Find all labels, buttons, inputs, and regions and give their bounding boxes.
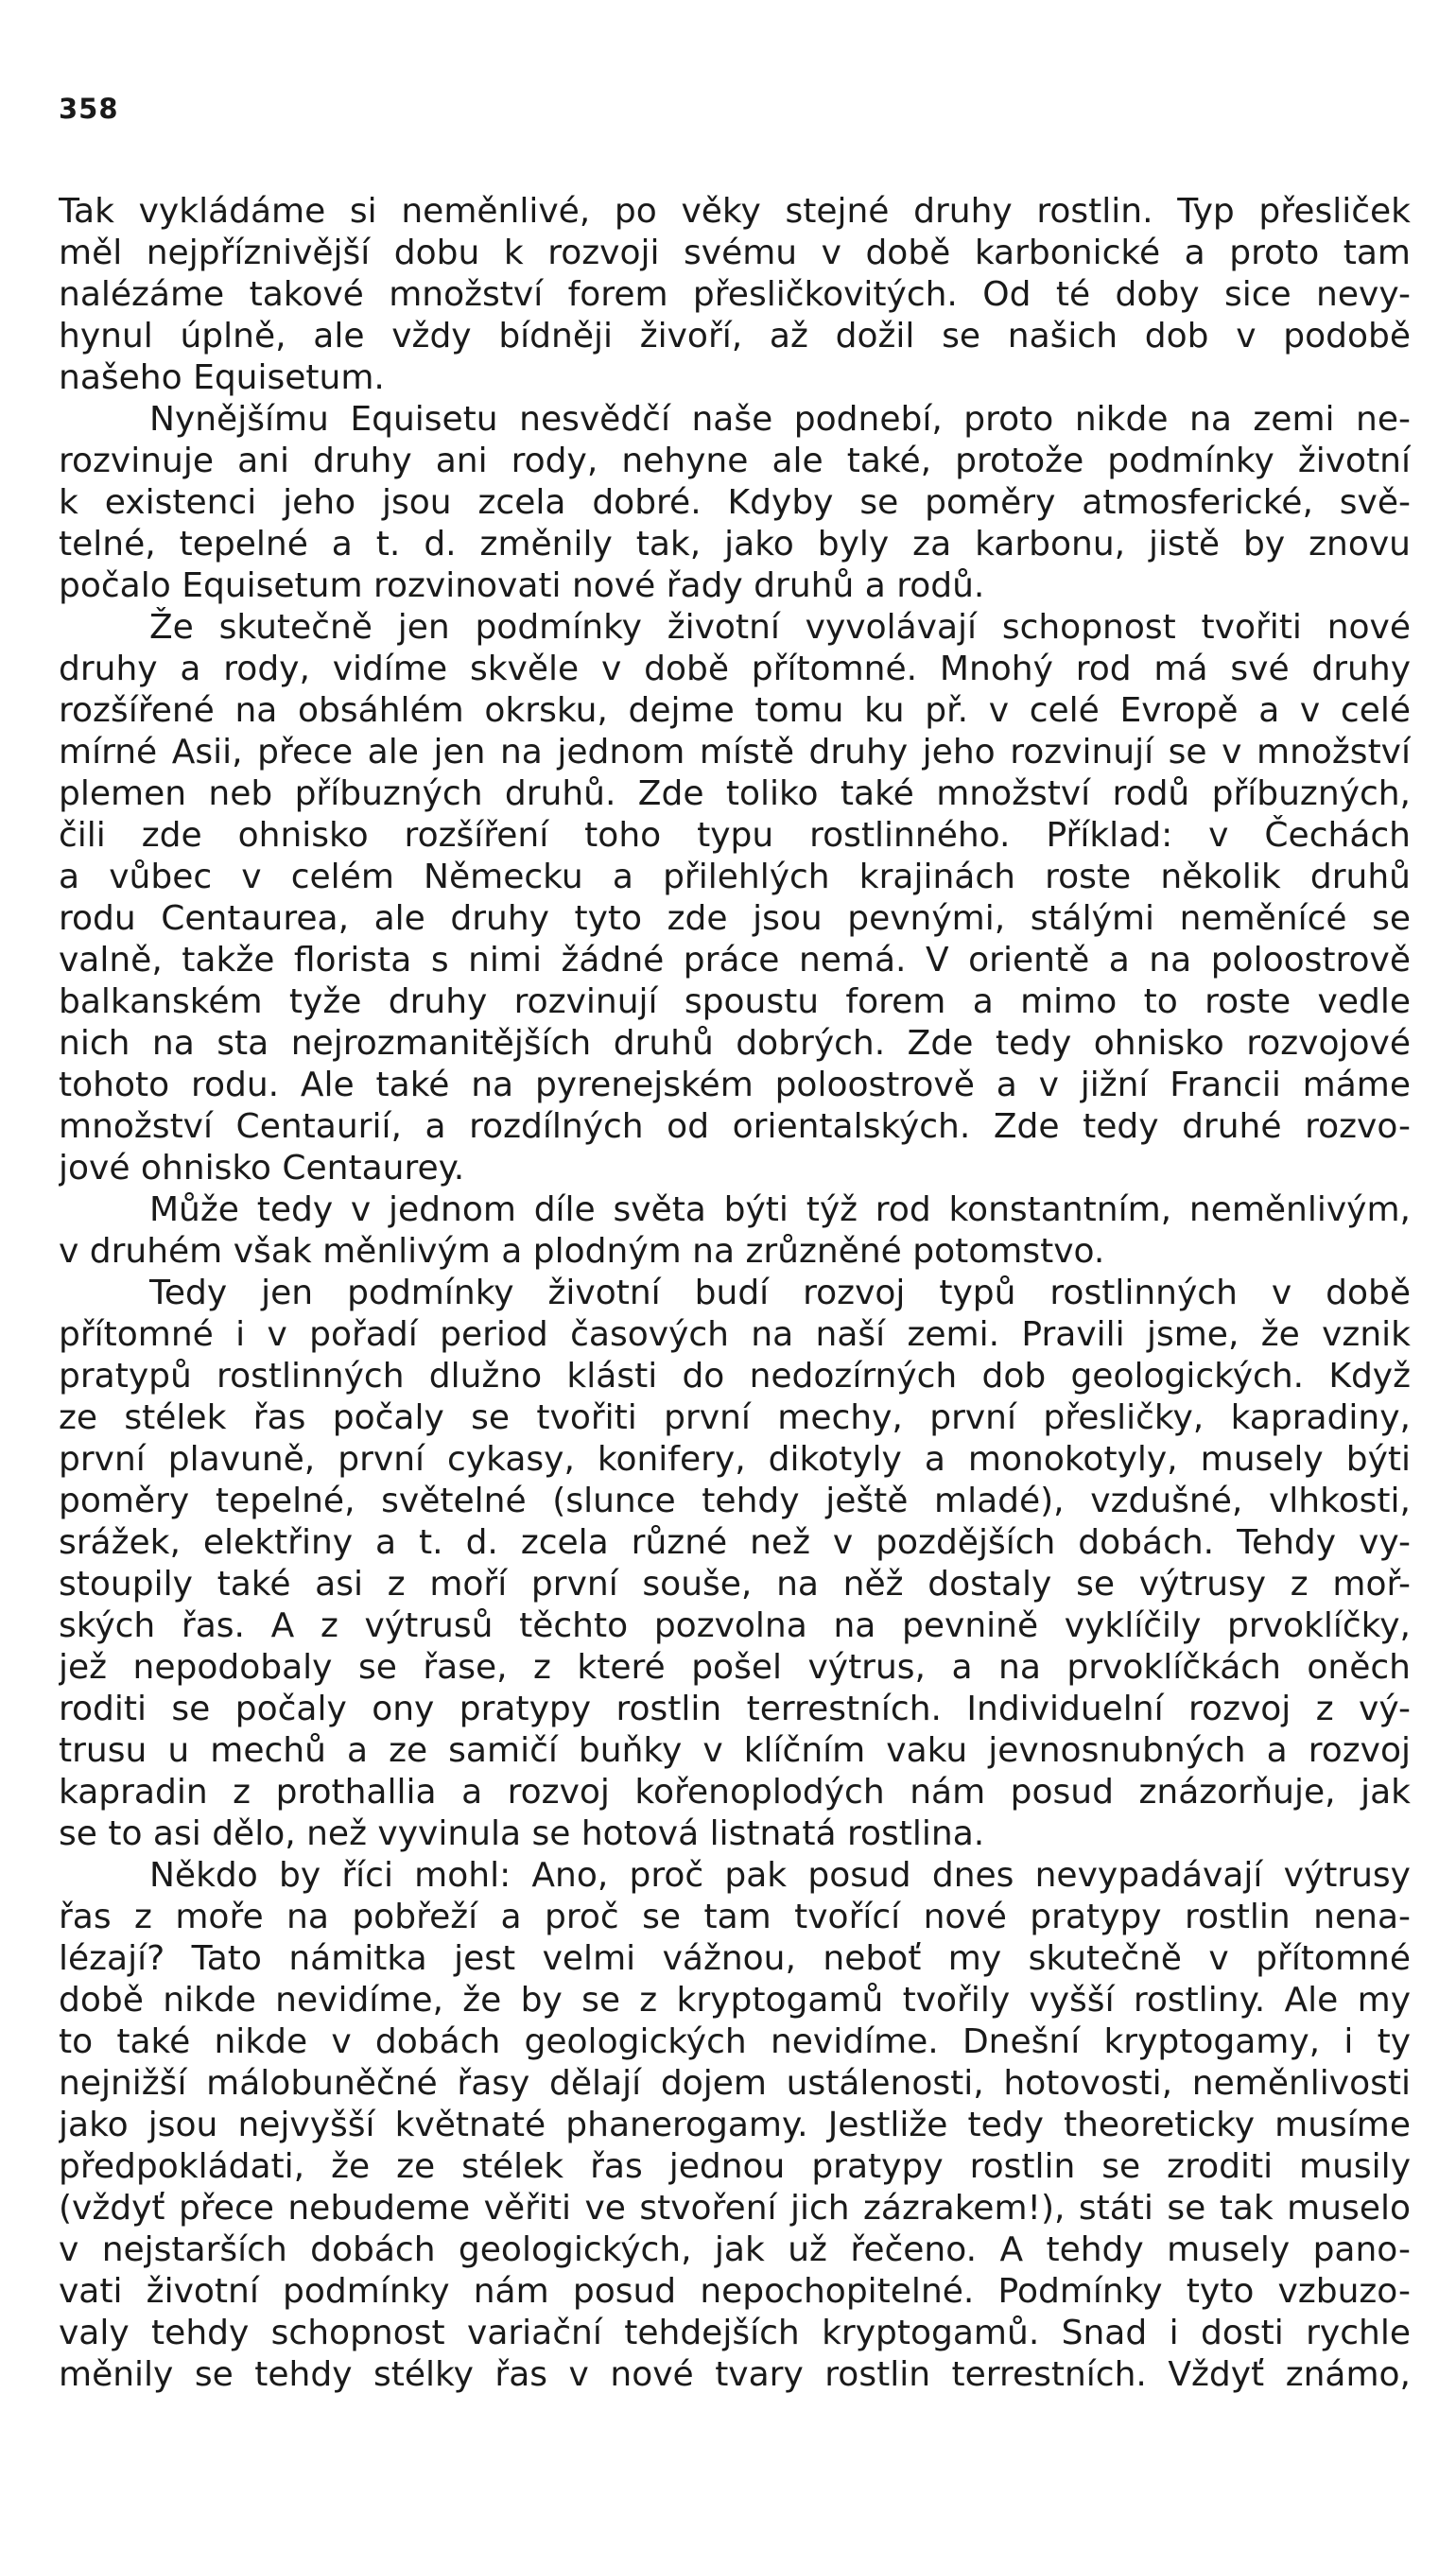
text-line: kapradin z prothallia a rozvoj kořenoplodých nám posud znázorňuje, jak (59, 1773, 1411, 1812)
text-line: rozšířené na obsáhlém okrsku, dejme tomu ku př. v celé Evropě a v celé (59, 691, 1411, 730)
text-line: se to asi dělo, než vyvinula se hotová listnatá rostlina. (59, 1814, 985, 1853)
text-line: v druhém však měnlivým a plodným na zrůzněné potomstvo. (59, 1232, 1105, 1271)
text-line: řas z moře na pobřeží a proč se tam tvořící nové pratypy rostlin nena- (59, 1898, 1411, 1936)
text-line: v nejstarších dobách geologických, jak už řečeno. A tehdy musely pano- (59, 2230, 1411, 2269)
text-line: plemen neb příbuzných druhů. Zde toliko také množství rodů příbuzných, (59, 774, 1411, 813)
text-line: mírné Asii, přece ale jen na jednom místě druhy jeho rozvinují se v množství (59, 733, 1411, 772)
text-line: přítomné i v pořadí period časových na naší zemi. Pravili jsme, že vznik (59, 1315, 1411, 1354)
text-line: to také nikde v dobách geologických nevidíme. Dnešní kryptogamy, i ty (59, 2022, 1411, 2061)
text-line: jové ohnisko Centaurey. (59, 1149, 465, 1188)
text-line: čili zde ohnisko rozšíření toho typu rostlinného. Příklad: v Čechách (59, 816, 1411, 855)
paragraph-first-line: Může tedy v jednom díle světa býti týž rod konstantním, neměnlivým, (149, 1190, 1411, 1229)
text-line: předpokládati, že ze stélek řas jednou pratypy rostlin se zroditi musily (59, 2147, 1411, 2186)
text-line: k existenci jeho jsou zcela dobré. Kdyby se poměry atmosferické, svě- (59, 483, 1411, 522)
text-line: nich na sta nejrozmanitějších druhů dobrých. Zde tedy ohnisko rozvojové (59, 1024, 1411, 1063)
text-line: druhy a rody, vidíme skvěle v době přítomné. Mnohý rod má své druhy (59, 650, 1411, 688)
text-line: měl nejpříznivější dobu k rozvoji svému v době karbonické a proto tam (59, 234, 1411, 272)
paragraph-first-line: Někdo by říci mohl: Ano, proč pak posud dnes nevypadávají výtrusy (149, 1856, 1411, 1895)
text-line: roditi se počaly ony pratypy rostlin terrestních. Individuelní rozvoj z vý- (59, 1690, 1411, 1728)
text-line: době nikde nevidíme, že by se z kryptogamů tvořily vyšší rostliny. Ale my (59, 1981, 1411, 2020)
text-line: valy tehdy schopnost variační tehdejších kryptogamů. Snad i dosti rychle (59, 2314, 1411, 2352)
paragraph-first-line: Že skutečně jen podmínky životní vyvolávají schopnost tvořiti nové (149, 608, 1411, 647)
text-line: počalo Equisetum rozvinovati nové řady druhů a rodů. (59, 566, 985, 605)
text-line: první plavuně, první cykasy, konifery, dikotyly a monokotyly, musely býti (59, 1440, 1411, 1479)
text-line: našeho Equisetum. (59, 358, 385, 397)
text-line: měnily se tehdy stélky řas v nové tvary rostlin terrestních. Vždyť známo, (59, 2355, 1411, 2394)
text-line: jako jsou nejvyšší květnaté phanerogamy. Jestliže tedy theoreticky musíme (59, 2106, 1411, 2144)
text-line: rodu Centaurea, ale druhy tyto zde jsou pevnými, stálými neměnícé se (59, 899, 1411, 938)
text-line: balkanském tyže druhy rozvinují spoustu forem a mimo to roste vedle (59, 982, 1411, 1021)
text-line: trusu u mechů a ze samičí buňky v klíčním vaku jevnosnubných a rozvoj (59, 1731, 1411, 1770)
text-line: Tak vykládáme si neměnlivé, po věky stejné druhy rostlin. Typ přesliček (59, 192, 1411, 231)
text-line: hynul úplně, ale vždy bídněji živoří, až dožil se našich dob v podobě (59, 317, 1411, 356)
text-line: poměry tepelné, světelné (slunce tehdy ještě mladé), vzdušné, vlhkosti, (59, 1482, 1411, 1520)
text-line: ze stélek řas počaly se tvořiti první mechy, první přesličky, kapradiny, (59, 1398, 1411, 1437)
text-line: (vždyť přece nebudeme věřiti ve stvoření jich zázrakem!), státi se tak muselo (59, 2189, 1411, 2228)
text-line: ských řas. A z výtrusů těchto pozvolna na pevnině vyklíčily prvoklíčky, (59, 1606, 1411, 1645)
body-text (59, 191, 1411, 2396)
text-line: nalézáme takové množství forem přesličkovitých. Od té doby sice nevy- (59, 275, 1411, 314)
text-line: a vůbec v celém Německu a přilehlých krajinách roste několik druhů (59, 858, 1411, 896)
text-line: telné, tepelné a t. d. změnily tak, jako byly za karbonu, jistě by znovu (59, 525, 1411, 564)
page-number: 358 (59, 93, 119, 125)
text-line: množství Centaurií, a rozdílných od orientalských. Zde tedy druhé rozvo- (59, 1107, 1411, 1146)
text-line: nejnižší málobuněčné řasy dělají dojem ustálenosti, hotovosti, neměnlivosti (59, 2064, 1411, 2103)
text-line: tohoto rodu. Ale také na pyrenejském poloostrově a v jižní Francii máme (59, 1066, 1411, 1104)
paragraph-first-line: Nynějšímu Equisetu nesvědčí naše podnebí, proto nikde na zemi ne- (149, 400, 1411, 439)
text-line: valně, takže florista s nimi žádné práce nemá. V orientě a na poloostrově (59, 941, 1411, 980)
text-line: pratypů rostlinných dlužno klásti do nedozírných dob geologických. Když (59, 1357, 1411, 1396)
text-line: stoupily také asi z moří první souše, na něž dostaly se výtrusy z moř- (59, 1565, 1411, 1604)
text-line: lézají? Tato námitka jest velmi vážnou, neboť my skutečně v přítomné (59, 1939, 1411, 1978)
text-line: jež nepodobaly se řase, z které pošel výtrus, a na prvoklíčkách oněch (59, 1648, 1411, 1687)
text-line: vati životní podmínky nám posud nepochopitelné. Podmínky tyto vzbuzo- (59, 2272, 1411, 2311)
paragraph-first-line: Tedy jen podmínky životní budí rozvoj typů rostlinných v době (149, 1274, 1411, 1312)
text-line: rozvinuje ani druhy ani rody, nehyne ale také, protože podmínky životní (59, 442, 1411, 480)
text-line: srážek, elektřiny a t. d. zcela různé než v pozdějších dobách. Tehdy vy- (59, 1523, 1411, 1562)
